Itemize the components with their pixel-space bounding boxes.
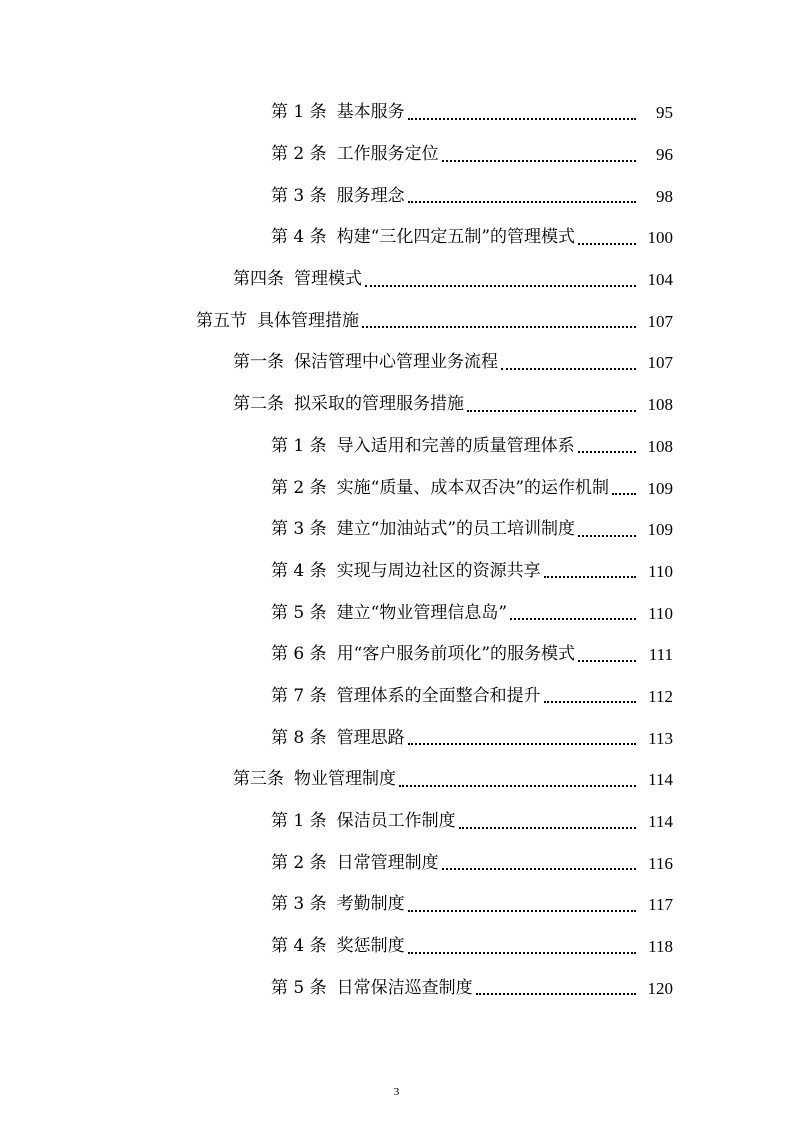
- dot-leader: [501, 368, 636, 370]
- dot-leader: [578, 243, 636, 245]
- toc-entry-title: 建立“物业管理信息岛”: [336, 602, 508, 623]
- dot-leader: [510, 618, 636, 620]
- toc-entry-page: 109: [647, 478, 673, 498]
- toc-entry[interactable]: [0, 300, 793, 342]
- toc-entry-number: 第 4 条: [271, 560, 327, 581]
- dot-leader: [578, 451, 636, 453]
- toc-entry[interactable]: [0, 259, 793, 301]
- toc-entry-title: 工作服务定位: [336, 144, 439, 165]
- toc-entry[interactable]: [0, 551, 793, 593]
- dot-leader: [408, 952, 636, 954]
- toc-entry-page: 100: [647, 228, 673, 248]
- toc-entry-number: 第 2 条: [271, 477, 327, 498]
- toc-entry-title: 日常管理制度: [336, 852, 439, 873]
- toc-entry-page: 96: [656, 145, 673, 165]
- toc-entry-title: 基本服务: [336, 102, 405, 123]
- toc-entry[interactable]: [0, 884, 793, 926]
- toc-entry-title: 导入适用和完善的质量管理体系: [336, 435, 575, 456]
- dot-leader: [544, 701, 636, 703]
- toc-entry-page: 104: [647, 270, 673, 290]
- toc-entry-title: 物业管理制度: [294, 769, 396, 790]
- dot-leader: [467, 410, 636, 412]
- toc-entry-title: 实施“质量、成本双否决”的运作机制: [336, 477, 610, 498]
- toc-entry-title: 奖惩制度: [336, 936, 405, 957]
- dot-leader: [578, 660, 636, 662]
- toc-entry-number: 第 7 条: [271, 685, 327, 706]
- toc-entry[interactable]: [0, 967, 793, 1009]
- dot-leader: [399, 785, 636, 787]
- toc-entry-title: 构建“三化四定五制”的管理模式: [336, 227, 576, 248]
- dot-leader: [544, 576, 636, 578]
- dot-leader: [442, 868, 636, 870]
- toc-entry-title: 服务理念: [336, 185, 405, 206]
- toc-entry-number: 第 3 条: [271, 519, 327, 540]
- toc-entry-number: 第 5 条: [271, 977, 327, 998]
- toc-entry[interactable]: [0, 801, 793, 843]
- dot-leader: [365, 285, 636, 287]
- toc-entry-number: 第三条: [233, 769, 284, 790]
- toc-entry-number: 第 6 条: [271, 644, 327, 665]
- toc-entry-page: 114: [648, 770, 673, 790]
- toc-entry-page: 113: [648, 728, 673, 748]
- toc-entry[interactable]: [0, 217, 793, 259]
- toc-entry[interactable]: [0, 92, 793, 134]
- toc-entry-number: 第 4 条: [271, 227, 327, 248]
- page-number: 3: [393, 1086, 400, 1098]
- toc-entry-page: 118: [648, 937, 673, 957]
- dot-leader: [362, 326, 636, 328]
- toc-entry[interactable]: [0, 134, 793, 176]
- toc-entry-page: 95: [656, 103, 673, 123]
- toc-entry[interactable]: [0, 717, 793, 759]
- toc-entry-number: 第 2 条: [271, 852, 327, 873]
- toc-entry-number: 第 5 条: [271, 602, 327, 623]
- toc-entry-title: 保洁员工作制度: [336, 811, 456, 832]
- toc-entry-page: 117: [648, 895, 673, 915]
- toc-entry[interactable]: [0, 926, 793, 968]
- toc-entry-title: 管理思路: [336, 727, 405, 748]
- toc-entry-number: 第 1 条: [271, 102, 327, 123]
- toc-entry-page: 107: [647, 311, 673, 331]
- toc-entry-page: 110: [648, 561, 673, 581]
- toc-entry-number: 第 1 条: [271, 435, 327, 456]
- toc-entry-number: 第 8 条: [271, 727, 327, 748]
- toc-entry[interactable]: [0, 634, 793, 676]
- toc-entry-title: 建立“加油站式”的员工培训制度: [336, 519, 576, 540]
- dot-leader: [612, 493, 636, 495]
- dot-leader: [408, 910, 636, 912]
- toc-entry-number: 第 2 条: [271, 144, 327, 165]
- toc-entry-page: 111: [648, 645, 673, 665]
- toc-entry-page: 110: [648, 603, 673, 623]
- toc-entry-title: 具体管理措施: [257, 310, 359, 331]
- table-of-contents: [0, 92, 793, 1009]
- toc-entry-page: 112: [648, 686, 673, 706]
- toc-entry-page: 108: [647, 436, 673, 456]
- toc-entry-page: 107: [647, 353, 673, 373]
- dot-leader: [408, 118, 636, 120]
- toc-entry-title: 管理模式: [294, 269, 362, 290]
- toc-entry-number: 第 3 条: [271, 894, 327, 915]
- toc-entry-title: 日常保洁巡查制度: [336, 977, 473, 998]
- toc-entry-page: 120: [647, 978, 673, 998]
- toc-entry-page: 98: [656, 186, 673, 206]
- toc-entry[interactable]: [0, 842, 793, 884]
- toc-entry[interactable]: [0, 467, 793, 509]
- toc-entry-page: 108: [647, 395, 673, 415]
- toc-entry[interactable]: [0, 592, 793, 634]
- toc-entry[interactable]: [0, 509, 793, 551]
- dot-leader: [408, 201, 636, 203]
- toc-entry[interactable]: [0, 384, 793, 426]
- toc-entry[interactable]: [0, 175, 793, 217]
- toc-entry-title: 管理体系的全面整合和提升: [336, 685, 541, 706]
- toc-entry-title: 考勤制度: [336, 894, 405, 915]
- dot-leader: [578, 535, 636, 537]
- dot-leader: [476, 993, 636, 995]
- toc-entry-number: 第 4 条: [271, 936, 327, 957]
- toc-entry-title: 实现与周边社区的资源共享: [336, 560, 541, 581]
- toc-entry[interactable]: [0, 676, 793, 718]
- dot-leader: [442, 160, 636, 162]
- toc-entry-page: 114: [648, 812, 673, 832]
- toc-entry-page: 116: [648, 853, 673, 873]
- toc-entry-number: 第 3 条: [271, 185, 327, 206]
- toc-entry-title: 保洁管理中心管理业务流程: [294, 352, 498, 373]
- toc-entry-title: 用“客户服务前项化”的服务模式: [336, 644, 576, 665]
- toc-entry[interactable]: [0, 426, 793, 468]
- toc-entry-number: 第五节: [196, 310, 247, 331]
- toc-entry[interactable]: [0, 759, 793, 801]
- toc-entry-number: 第 1 条: [271, 811, 327, 832]
- dot-leader: [459, 827, 636, 829]
- toc-entry-page: 109: [647, 520, 673, 540]
- toc-entry-number: 第一条: [233, 352, 284, 373]
- toc-entry-number: 第二条: [233, 394, 284, 415]
- dot-leader: [408, 743, 636, 745]
- toc-entry[interactable]: [0, 342, 793, 384]
- toc-entry-number: 第四条: [233, 269, 284, 290]
- toc-entry-title: 拟采取的管理服务措施: [294, 394, 464, 415]
